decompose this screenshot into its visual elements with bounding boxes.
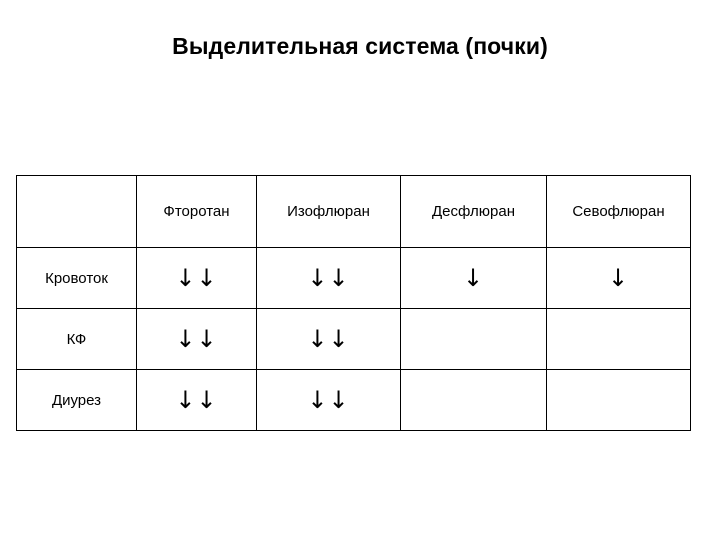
table-cell (401, 370, 547, 431)
column-header-desfluran: Десфлюран (401, 176, 547, 248)
down-arrow-icon: ↓↓ (307, 325, 350, 353)
row-label-blood-flow: Кровоток (17, 248, 137, 309)
column-header-ftorotan: Фторотан (137, 176, 257, 248)
table-cell (401, 248, 547, 309)
column-header-izofluran: Изофлюран (257, 176, 401, 248)
table-cell (137, 370, 257, 431)
row-label-diuresis: Диурез (17, 370, 137, 431)
table-cell (257, 309, 401, 370)
table-cell (547, 370, 691, 431)
table-cell (137, 248, 257, 309)
down-arrow-icon: ↓↓ (307, 386, 350, 414)
table-corner-cell (17, 176, 137, 248)
page-title: Выделительная система (почки) (172, 33, 548, 59)
down-arrow-icon: ↓ (607, 264, 630, 292)
table-cell (137, 309, 257, 370)
table-cell (257, 248, 401, 309)
table-row (17, 370, 691, 431)
column-header-sevofluran: Севофлюран (547, 176, 691, 248)
down-arrow-icon: ↓↓ (175, 264, 218, 292)
down-arrow-icon: ↓↓ (175, 386, 218, 414)
comparison-table (16, 175, 691, 431)
row-label-gfr: КФ (17, 309, 137, 370)
table-cell (257, 370, 401, 431)
down-arrow-icon: ↓↓ (175, 325, 218, 353)
table-cell (547, 248, 691, 309)
table-cell (547, 309, 691, 370)
down-arrow-icon: ↓↓ (307, 264, 350, 292)
table-cell (401, 309, 547, 370)
table-row (17, 309, 691, 370)
table-row (17, 248, 691, 309)
down-arrow-icon: ↓ (462, 264, 485, 292)
table-header-row (17, 176, 691, 248)
